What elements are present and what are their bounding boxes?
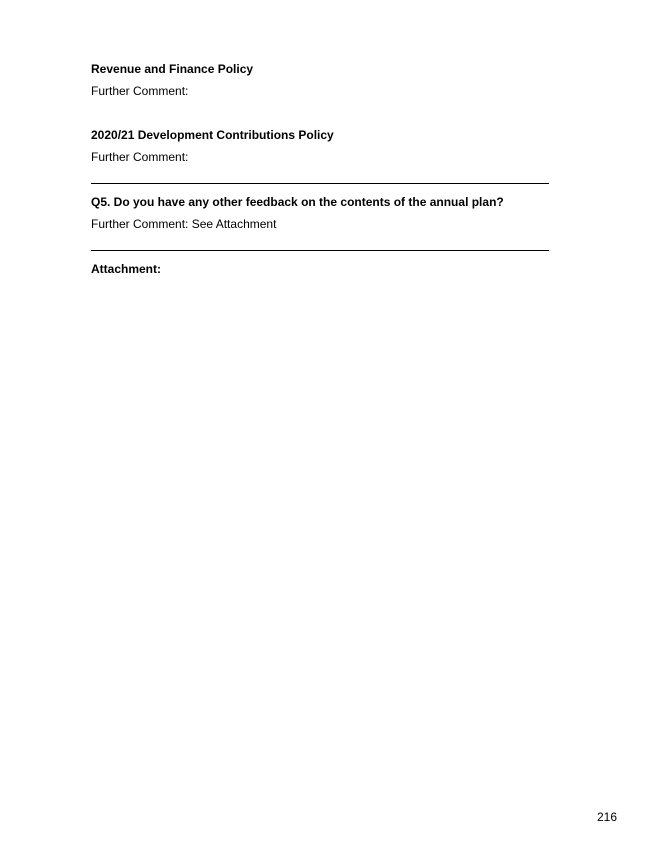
section-heading-revenue-finance-policy: Revenue and Finance Policy bbox=[91, 62, 254, 76]
further-comment-revenue-finance-policy: Further Comment: bbox=[91, 84, 189, 98]
question-heading-q5: Q5. Do you have any other feedback on the contents of the annual plan? bbox=[91, 195, 504, 209]
further-comment-q5: Further Comment: See Attachment bbox=[91, 217, 277, 231]
section-heading-development-contributions-policy: 2020/21 Development Contributions Policy bbox=[91, 128, 334, 142]
attachment-label: Attachment: bbox=[91, 262, 162, 276]
section-divider bbox=[91, 250, 549, 251]
further-comment-development-contributions-policy: Further Comment: bbox=[91, 150, 189, 164]
section-divider bbox=[91, 183, 549, 184]
page-number: 216 bbox=[596, 810, 617, 824]
